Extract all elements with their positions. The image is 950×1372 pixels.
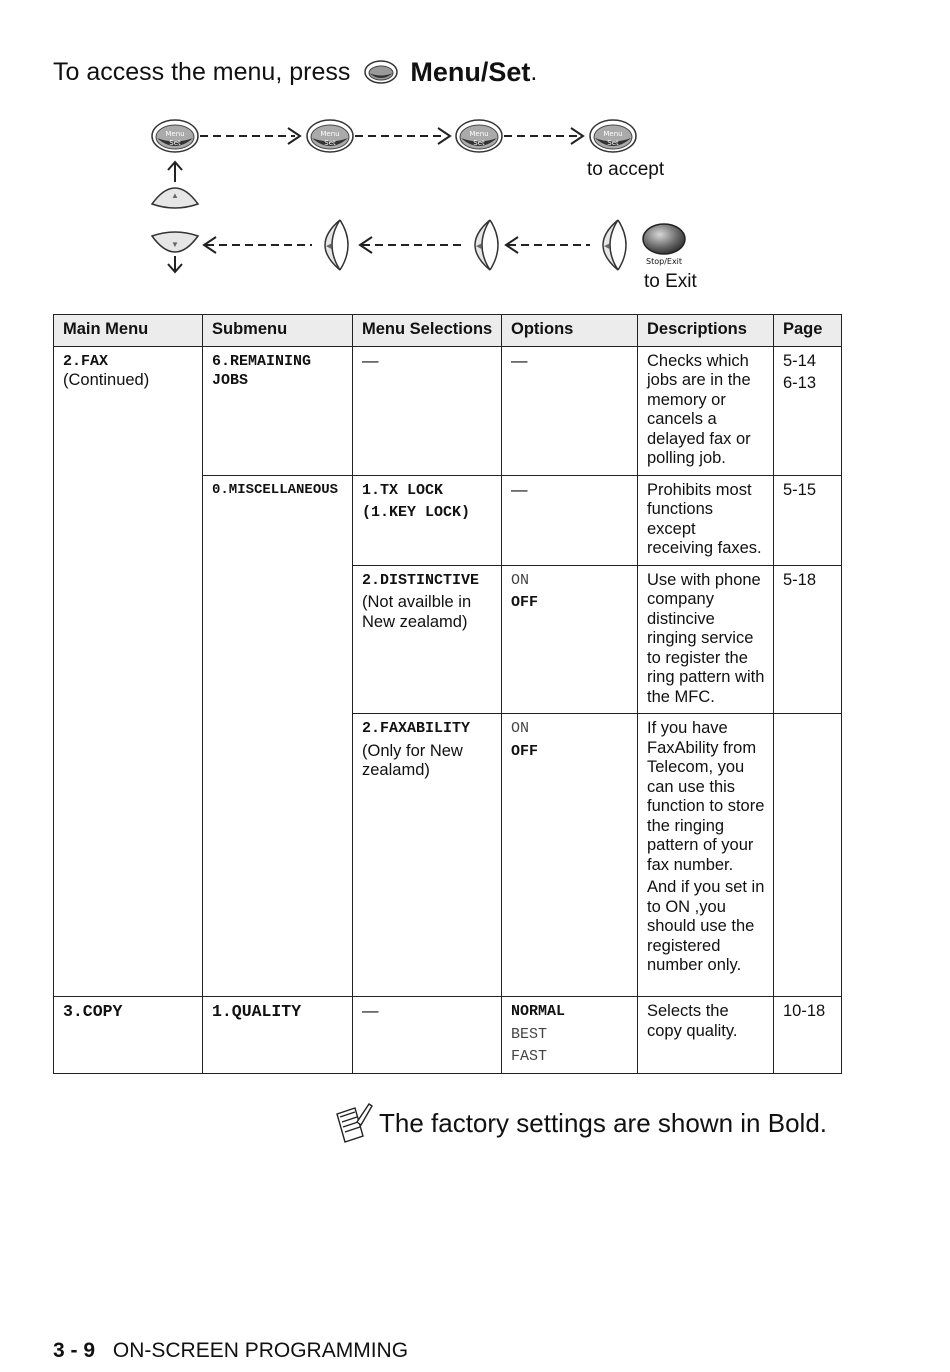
description-cell [638, 714, 774, 997]
option-cell: — [502, 475, 638, 565]
selection-faxability: 2.FAXABILITY [362, 720, 471, 737]
selection-cell: — [353, 346, 502, 475]
set-button-text: Set [324, 139, 336, 147]
selection-distinctive: 2.DISTINCTIVE [362, 571, 480, 589]
svg-text:◀: ◀ [604, 243, 610, 250]
arrow-left-icon [204, 237, 312, 253]
header-page: Page [774, 315, 842, 347]
intro-text: To access the menu, press [53, 57, 351, 86]
menu-button-text: Menu [320, 130, 340, 138]
page-cell: 5-15 [774, 475, 842, 565]
description-part: If you have FaxAbility from Telecom, you can use this function to store the ringing pattern of your fax number. [647, 719, 765, 874]
option-cell [502, 997, 638, 1074]
navigation-diagram [140, 112, 740, 302]
menu-set-label: Menu/Set [410, 56, 531, 87]
page-ref: 5-14 [783, 351, 817, 370]
header-submenu: Submenu [203, 315, 353, 347]
page-footer [53, 1339, 408, 1363]
description-cell: Checks which jobs are in the memory or cancels a delayed fax or polling job. [638, 346, 774, 475]
header-menu-selections: Menu Selections [353, 315, 502, 347]
option-cell [502, 714, 638, 997]
option-best: BEST [511, 1025, 548, 1043]
header-options: Options [502, 315, 638, 347]
description-cell: Selects the copy quality. [638, 997, 774, 1074]
submenu-remaining-jobs-l2: JOBS [212, 372, 249, 389]
main-menu-copy: 3.COPY [54, 997, 203, 1074]
table-row [54, 346, 842, 475]
header-main-menu: Main Menu [54, 315, 203, 347]
submenu-cell [203, 346, 353, 475]
menu-button-text: Menu [165, 130, 185, 138]
header-descriptions: Descriptions [638, 315, 774, 347]
menu-button-text: Menu [469, 130, 489, 138]
table-header-row [54, 315, 842, 347]
svg-text:▲: ▲ [171, 191, 179, 200]
intro-line [53, 52, 537, 92]
menu-set-button-icon [307, 120, 353, 152]
selection-key-lock: (1.KEY LOCK) [362, 504, 471, 521]
menu-table [53, 314, 842, 1074]
set-button-text: Set [169, 139, 181, 147]
selection-cell: — [353, 997, 502, 1074]
up-key-icon [152, 188, 198, 208]
arrow-right-icon [200, 128, 300, 144]
option-off: OFF [511, 742, 539, 760]
down-key-icon [152, 232, 198, 252]
menu-set-button-icon [364, 60, 398, 84]
page-cell: 5-18 [774, 565, 842, 714]
svg-text:◀: ◀ [326, 243, 332, 250]
option-cell: — [502, 346, 638, 475]
main-menu-fax: 2.FAX [63, 352, 109, 370]
section-title: ON-SCREEN PROGRAMMING [112, 1339, 409, 1362]
option-on: ON [511, 720, 530, 737]
arrow-down-icon [168, 256, 182, 272]
note [333, 1100, 827, 1146]
set-button-text: Set [607, 139, 619, 147]
set-button-text: Set [473, 139, 485, 147]
stop-exit-button-icon [643, 224, 685, 266]
left-key-icon [475, 220, 498, 270]
accept-label: to accept [587, 159, 665, 180]
selection-note: (Only for New zealamd) [362, 741, 463, 779]
selection-tx-lock: 1.TX LOCK [362, 481, 444, 499]
svg-text:◀: ◀ [476, 243, 482, 250]
main-menu-note: (Continued) [63, 371, 150, 389]
page-cell [774, 346, 842, 475]
option-normal: NORMAL [511, 1003, 566, 1020]
page-ref: 6-13 [783, 374, 817, 392]
exit-label: to Exit [644, 271, 697, 292]
description-cell: Use with phone company distincive ringing service to register the ring pattern with the MFC. [638, 565, 774, 714]
submenu-remaining-jobs-l1: 6.REMAINING [212, 352, 312, 370]
arrow-right-icon [504, 128, 583, 144]
option-fast: FAST [511, 1048, 548, 1065]
left-key-icon [325, 220, 348, 270]
description-part: And if you set in to ON ,you should use the registered number only. [647, 878, 765, 974]
menu-set-button-icon [456, 120, 502, 152]
arrow-left-icon [360, 237, 462, 253]
submenu-quality: 1.QUALITY [203, 997, 353, 1074]
selection-note: (Not availble in New zealamd) [362, 593, 472, 631]
description-cell: Prohibits most functions except receiving faxes. [638, 475, 774, 565]
menu-button-text: Menu [603, 130, 623, 138]
stop-exit-button-text: Stop/Exit [646, 257, 683, 266]
intro-period: . [530, 57, 538, 86]
menu-set-button-icon [590, 120, 636, 152]
svg-text:▼: ▼ [171, 240, 179, 249]
arrow-up-icon [168, 162, 182, 182]
arrow-left-icon [506, 237, 590, 253]
selection-cell [353, 475, 502, 565]
option-off: OFF [511, 594, 539, 611]
main-menu-cell [54, 346, 203, 997]
page-cell [774, 714, 842, 997]
page-number: 3 - 9 [53, 1339, 96, 1362]
option-on: ON [511, 571, 530, 589]
submenu-miscellaneous: 0.MISCELLANEOUS [203, 475, 353, 997]
option-cell [502, 565, 638, 714]
selection-cell [353, 714, 502, 997]
menu-set-button-icon [152, 120, 198, 152]
selection-cell [353, 565, 502, 714]
arrow-right-icon [355, 128, 450, 144]
page-cell: 10-18 [774, 997, 842, 1074]
notepad-pencil-icon [333, 1100, 373, 1146]
table-row [54, 997, 842, 1074]
left-key-icon [603, 220, 626, 270]
note-text: The factory settings are shown in Bold. [379, 1107, 828, 1138]
